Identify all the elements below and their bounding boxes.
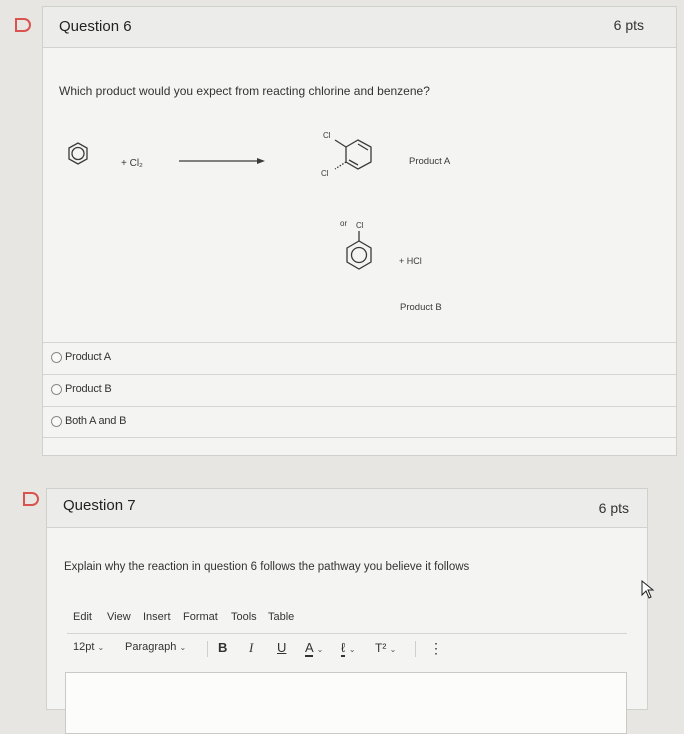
toolbar-divider — [207, 641, 208, 657]
chevron-down-icon: ⌄ — [179, 643, 187, 652]
answer-label: Both A and B — [65, 415, 127, 427]
product-b-structure — [347, 231, 371, 269]
menubar-divider — [67, 633, 627, 634]
flag-icon[interactable] — [22, 492, 40, 506]
chevron-down-icon: ⌄ — [97, 643, 105, 652]
product-b-label: Product B — [400, 302, 442, 313]
answer-option[interactable] — [43, 342, 676, 373]
question-points: 6 pts — [613, 17, 644, 33]
cl-atom-bottom: Cl — [321, 169, 329, 178]
block-format-value: Paragraph — [125, 641, 177, 653]
more-options-icon[interactable]: ⋮ — [429, 640, 443, 656]
highlight-button[interactable] — [341, 640, 356, 655]
text-color-glyph: A — [305, 640, 313, 655]
menu-table[interactable]: Table — [268, 611, 295, 623]
menu-insert[interactable]: Insert — [143, 611, 171, 623]
cl-atom-product-b: Cl — [356, 221, 364, 230]
flag-icon[interactable] — [14, 18, 32, 32]
cursor-icon — [641, 580, 655, 600]
italic-button[interactable]: I — [249, 640, 254, 655]
answer-option[interactable] — [43, 406, 676, 438]
benzene-reactant — [69, 143, 87, 164]
superscript-glyph: T² — [375, 641, 387, 655]
menu-format[interactable]: Format — [183, 611, 218, 623]
cl-atom-top: Cl — [323, 131, 331, 140]
toolbar-divider — [415, 641, 416, 657]
font-size-select[interactable] — [73, 641, 104, 653]
question-points: 6 pts — [598, 500, 629, 516]
menu-tools[interactable]: Tools — [231, 611, 257, 623]
chevron-down-icon: ⌄ — [316, 645, 324, 654]
rich-text-editor[interactable] — [65, 672, 627, 734]
menu-view[interactable]: View — [107, 611, 131, 623]
or-label: or — [340, 219, 348, 228]
highlight-icon: ℓ — [341, 640, 346, 655]
block-format-select[interactable] — [125, 641, 186, 653]
question-prompt: Which product would you expect from reacting chlorine and benzene? — [59, 84, 430, 98]
radio-icon[interactable] — [51, 416, 62, 427]
editor-menubar — [73, 611, 633, 627]
underline-button[interactable]: U — [277, 640, 287, 655]
question-6-card — [42, 6, 677, 456]
answer-label: Product A — [65, 351, 111, 363]
product-a-structure — [335, 140, 371, 169]
editor-toolbar — [73, 639, 633, 659]
chevron-down-icon: ⌄ — [389, 645, 397, 654]
question-7-header — [47, 489, 647, 528]
question-prompt: Explain why the reaction in question 6 follows the pathway you believe it follows — [64, 561, 470, 573]
byproduct-label: + HCl — [399, 256, 422, 266]
reaction-diagram — [43, 125, 676, 320]
bold-button[interactable]: B — [218, 640, 228, 655]
reagent-label: + Cl₂ — [121, 158, 143, 169]
question-title: Question 6 — [59, 18, 132, 35]
menu-edit[interactable]: Edit — [73, 611, 92, 623]
radio-icon[interactable] — [51, 352, 62, 363]
text-color-button[interactable] — [305, 640, 323, 655]
font-size-value: 12pt — [73, 641, 95, 653]
question-title: Question 7 — [63, 497, 136, 514]
product-a-label: Product A — [409, 156, 451, 167]
answer-option[interactable] — [43, 374, 676, 405]
reaction-arrow — [179, 158, 265, 164]
radio-icon[interactable] — [51, 384, 62, 395]
superscript-button[interactable] — [375, 641, 396, 655]
question-7-card — [46, 488, 648, 710]
answer-label: Product B — [65, 383, 112, 395]
chevron-down-icon: ⌄ — [348, 645, 356, 654]
question-6-header — [43, 7, 676, 48]
